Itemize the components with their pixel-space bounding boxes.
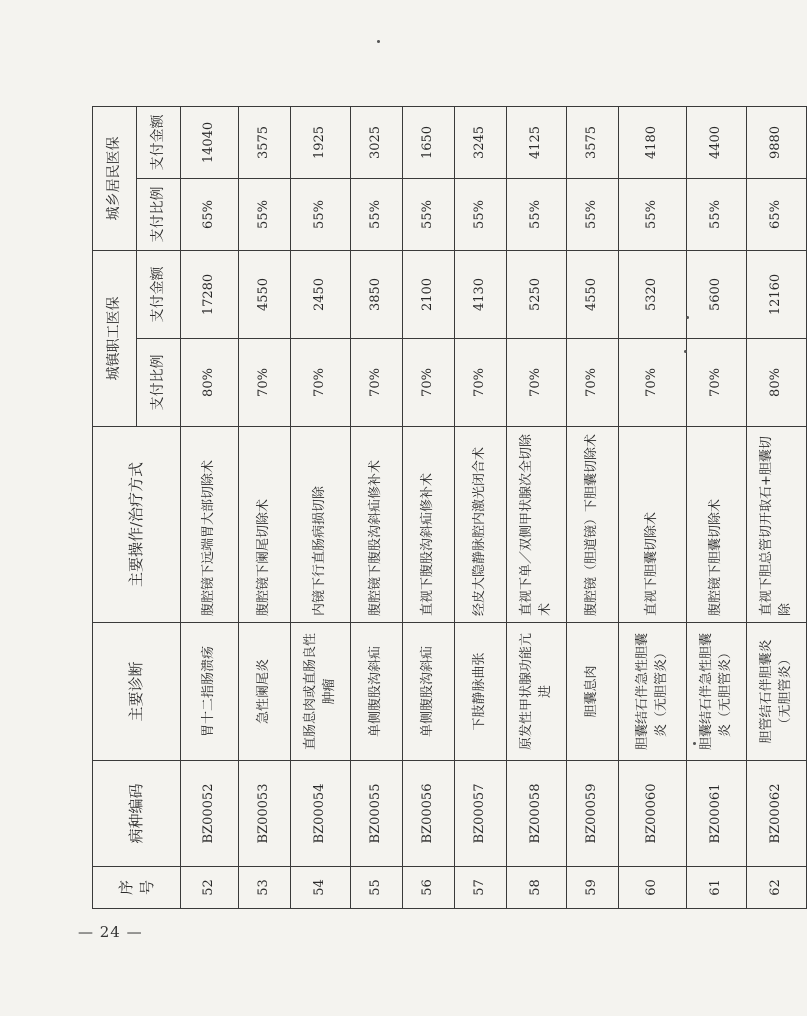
cell-emp-ratio: 70% [291, 338, 351, 426]
header-procedure: 主要操作/治疗方式 [93, 426, 181, 622]
header-emp-amount: 支付金额 [137, 250, 181, 338]
cell-res-ratio: 55% [687, 178, 747, 250]
table-row [455, 106, 507, 908]
cell-emp-ratio: 70% [239, 338, 291, 426]
table-row [239, 106, 291, 908]
cell-emp-amount: 2450 [291, 250, 351, 338]
cell-res-amount: 1650 [403, 106, 455, 178]
cell-code: BZ00052 [181, 760, 239, 866]
cell-diagnosis: 单侧腹股沟斜疝 [351, 622, 403, 760]
cell-emp-ratio: 70% [687, 338, 747, 426]
cell-code: BZ00056 [403, 760, 455, 866]
cell-code: BZ00060 [619, 760, 687, 866]
cell-code: BZ00054 [291, 760, 351, 866]
scan-speck [693, 742, 696, 745]
cell-res-amount: 3575 [567, 106, 619, 178]
cell-procedure: 腹腔镜下远端胃大部切除术 [181, 426, 239, 622]
table-body [181, 106, 807, 908]
cell-res-amount: 4125 [507, 106, 567, 178]
cell-res-amount: 3575 [239, 106, 291, 178]
cell-seq: 56 [403, 867, 455, 909]
cell-seq: 58 [507, 867, 567, 909]
cell-emp-amount: 4550 [567, 250, 619, 338]
cell-res-ratio: 55% [291, 178, 351, 250]
cell-seq: 52 [181, 867, 239, 909]
cell-res-ratio: 55% [619, 178, 687, 250]
cell-procedure: 直视下单／双侧甲状腺次全切除术 [507, 426, 567, 622]
scan-speck [686, 316, 689, 319]
cell-res-amount: 9880 [747, 106, 807, 178]
cell-diagnosis: 胆囊结石伴急性胆囊炎（无胆管炎） [619, 622, 687, 760]
cell-emp-amount: 5320 [619, 250, 687, 338]
cell-emp-ratio: 70% [567, 338, 619, 426]
cell-res-amount: 1925 [291, 106, 351, 178]
cell-emp-amount: 4550 [239, 250, 291, 338]
cell-emp-amount: 5600 [687, 250, 747, 338]
cell-seq: 59 [567, 867, 619, 909]
cell-emp-amount: 17280 [181, 250, 239, 338]
cell-seq: 61 [687, 867, 747, 909]
cell-res-ratio: 65% [747, 178, 807, 250]
cell-emp-ratio: 80% [747, 338, 807, 426]
cell-diagnosis: 直肠息肉或直肠良性肿瘤 [291, 622, 351, 760]
table-row [181, 106, 239, 908]
cell-emp-ratio: 70% [619, 338, 687, 426]
table-row [567, 106, 619, 908]
cell-emp-ratio: 70% [351, 338, 403, 426]
cell-procedure: 内镜下行直肠病损切除 [291, 426, 351, 622]
header-urban-rural: 城乡居民医保 [93, 106, 137, 250]
cell-diagnosis: 原发性甲状腺功能亢进 [507, 622, 567, 760]
cell-res-amount: 3245 [455, 106, 507, 178]
scan-speck [684, 350, 687, 353]
cell-code: BZ00053 [239, 760, 291, 866]
header-urban-employee: 城镇职工医保 [93, 250, 137, 426]
cell-diagnosis: 胆管结石伴胆囊炎（无胆管炎） [747, 622, 807, 760]
cell-res-amount: 3025 [351, 106, 403, 178]
cell-diagnosis: 胆囊结石伴急性胆囊炎（无胆管炎） [687, 622, 747, 760]
cell-diagnosis: 单侧腹股沟斜疝 [403, 622, 455, 760]
cell-seq: 62 [747, 867, 807, 909]
scan-speck [377, 40, 380, 43]
header-diagnosis: 主要诊断 [93, 622, 181, 760]
header-code: 病种编码 [93, 760, 181, 866]
cell-code: BZ00055 [351, 760, 403, 866]
cell-procedure: 腹腔镜下胆囊切除术 [687, 426, 747, 622]
cell-emp-amount: 5250 [507, 250, 567, 338]
cell-res-ratio: 55% [455, 178, 507, 250]
cell-code: BZ00062 [747, 760, 807, 866]
cell-code: BZ00057 [455, 760, 507, 866]
cell-res-ratio: 55% [351, 178, 403, 250]
table-row [747, 106, 807, 908]
table-row [687, 106, 747, 908]
cell-procedure: 直视下胆囊切除术 [619, 426, 687, 622]
cell-procedure: 腹腔镜（胆道镜）下胆囊切除术 [567, 426, 619, 622]
cell-seq: 57 [455, 867, 507, 909]
cell-procedure: 经皮大隐静脉腔内激光闭合术 [455, 426, 507, 622]
cell-res-ratio: 55% [567, 178, 619, 250]
table-row [507, 106, 567, 908]
cell-procedure: 直视下胆总管切开取石+胆囊切除 [747, 426, 807, 622]
cell-diagnosis: 下肢静脉曲张 [455, 622, 507, 760]
cell-emp-ratio: 70% [403, 338, 455, 426]
cell-procedure: 腹腔镜下阑尾切除术 [239, 426, 291, 622]
cell-diagnosis: 胆囊息肉 [567, 622, 619, 760]
cell-res-amount: 14040 [181, 106, 239, 178]
cell-seq: 55 [351, 867, 403, 909]
header-seq: 序号 [93, 867, 181, 909]
cell-emp-amount: 3850 [351, 250, 403, 338]
cell-emp-amount: 12160 [747, 250, 807, 338]
cell-procedure: 腹腔镜下腹股沟斜疝修补术 [351, 426, 403, 622]
cell-code: BZ00059 [567, 760, 619, 866]
cell-res-amount: 4180 [619, 106, 687, 178]
cell-emp-amount: 2100 [403, 250, 455, 338]
cell-diagnosis: 胃十二指肠溃疡 [181, 622, 239, 760]
header-emp-ratio: 支付比例 [137, 338, 181, 426]
cell-procedure: 直视下腹股沟斜疝修补术 [403, 426, 455, 622]
cell-res-amount: 4400 [687, 106, 747, 178]
header-res-ratio: 支付比例 [137, 178, 181, 250]
cell-res-ratio: 55% [403, 178, 455, 250]
payment-table [92, 106, 807, 909]
table-row [351, 106, 403, 908]
cell-code: BZ00058 [507, 760, 567, 866]
cell-emp-amount: 4130 [455, 250, 507, 338]
header-res-amount: 支付金额 [137, 106, 181, 178]
rotated-table-wrapper [92, 107, 793, 909]
cell-diagnosis: 急性阑尾炎 [239, 622, 291, 760]
cell-emp-ratio: 70% [507, 338, 567, 426]
cell-seq: 54 [291, 867, 351, 909]
table-row [619, 106, 687, 908]
table-row [291, 106, 351, 908]
cell-code: BZ00061 [687, 760, 747, 866]
cell-seq: 60 [619, 867, 687, 909]
cell-res-ratio: 55% [507, 178, 567, 250]
table-row [403, 106, 455, 908]
cell-seq: 53 [239, 867, 291, 909]
page-number: — 24 — [78, 923, 143, 941]
cell-emp-ratio: 70% [455, 338, 507, 426]
cell-res-ratio: 65% [181, 178, 239, 250]
cell-res-ratio: 55% [239, 178, 291, 250]
cell-emp-ratio: 80% [181, 338, 239, 426]
